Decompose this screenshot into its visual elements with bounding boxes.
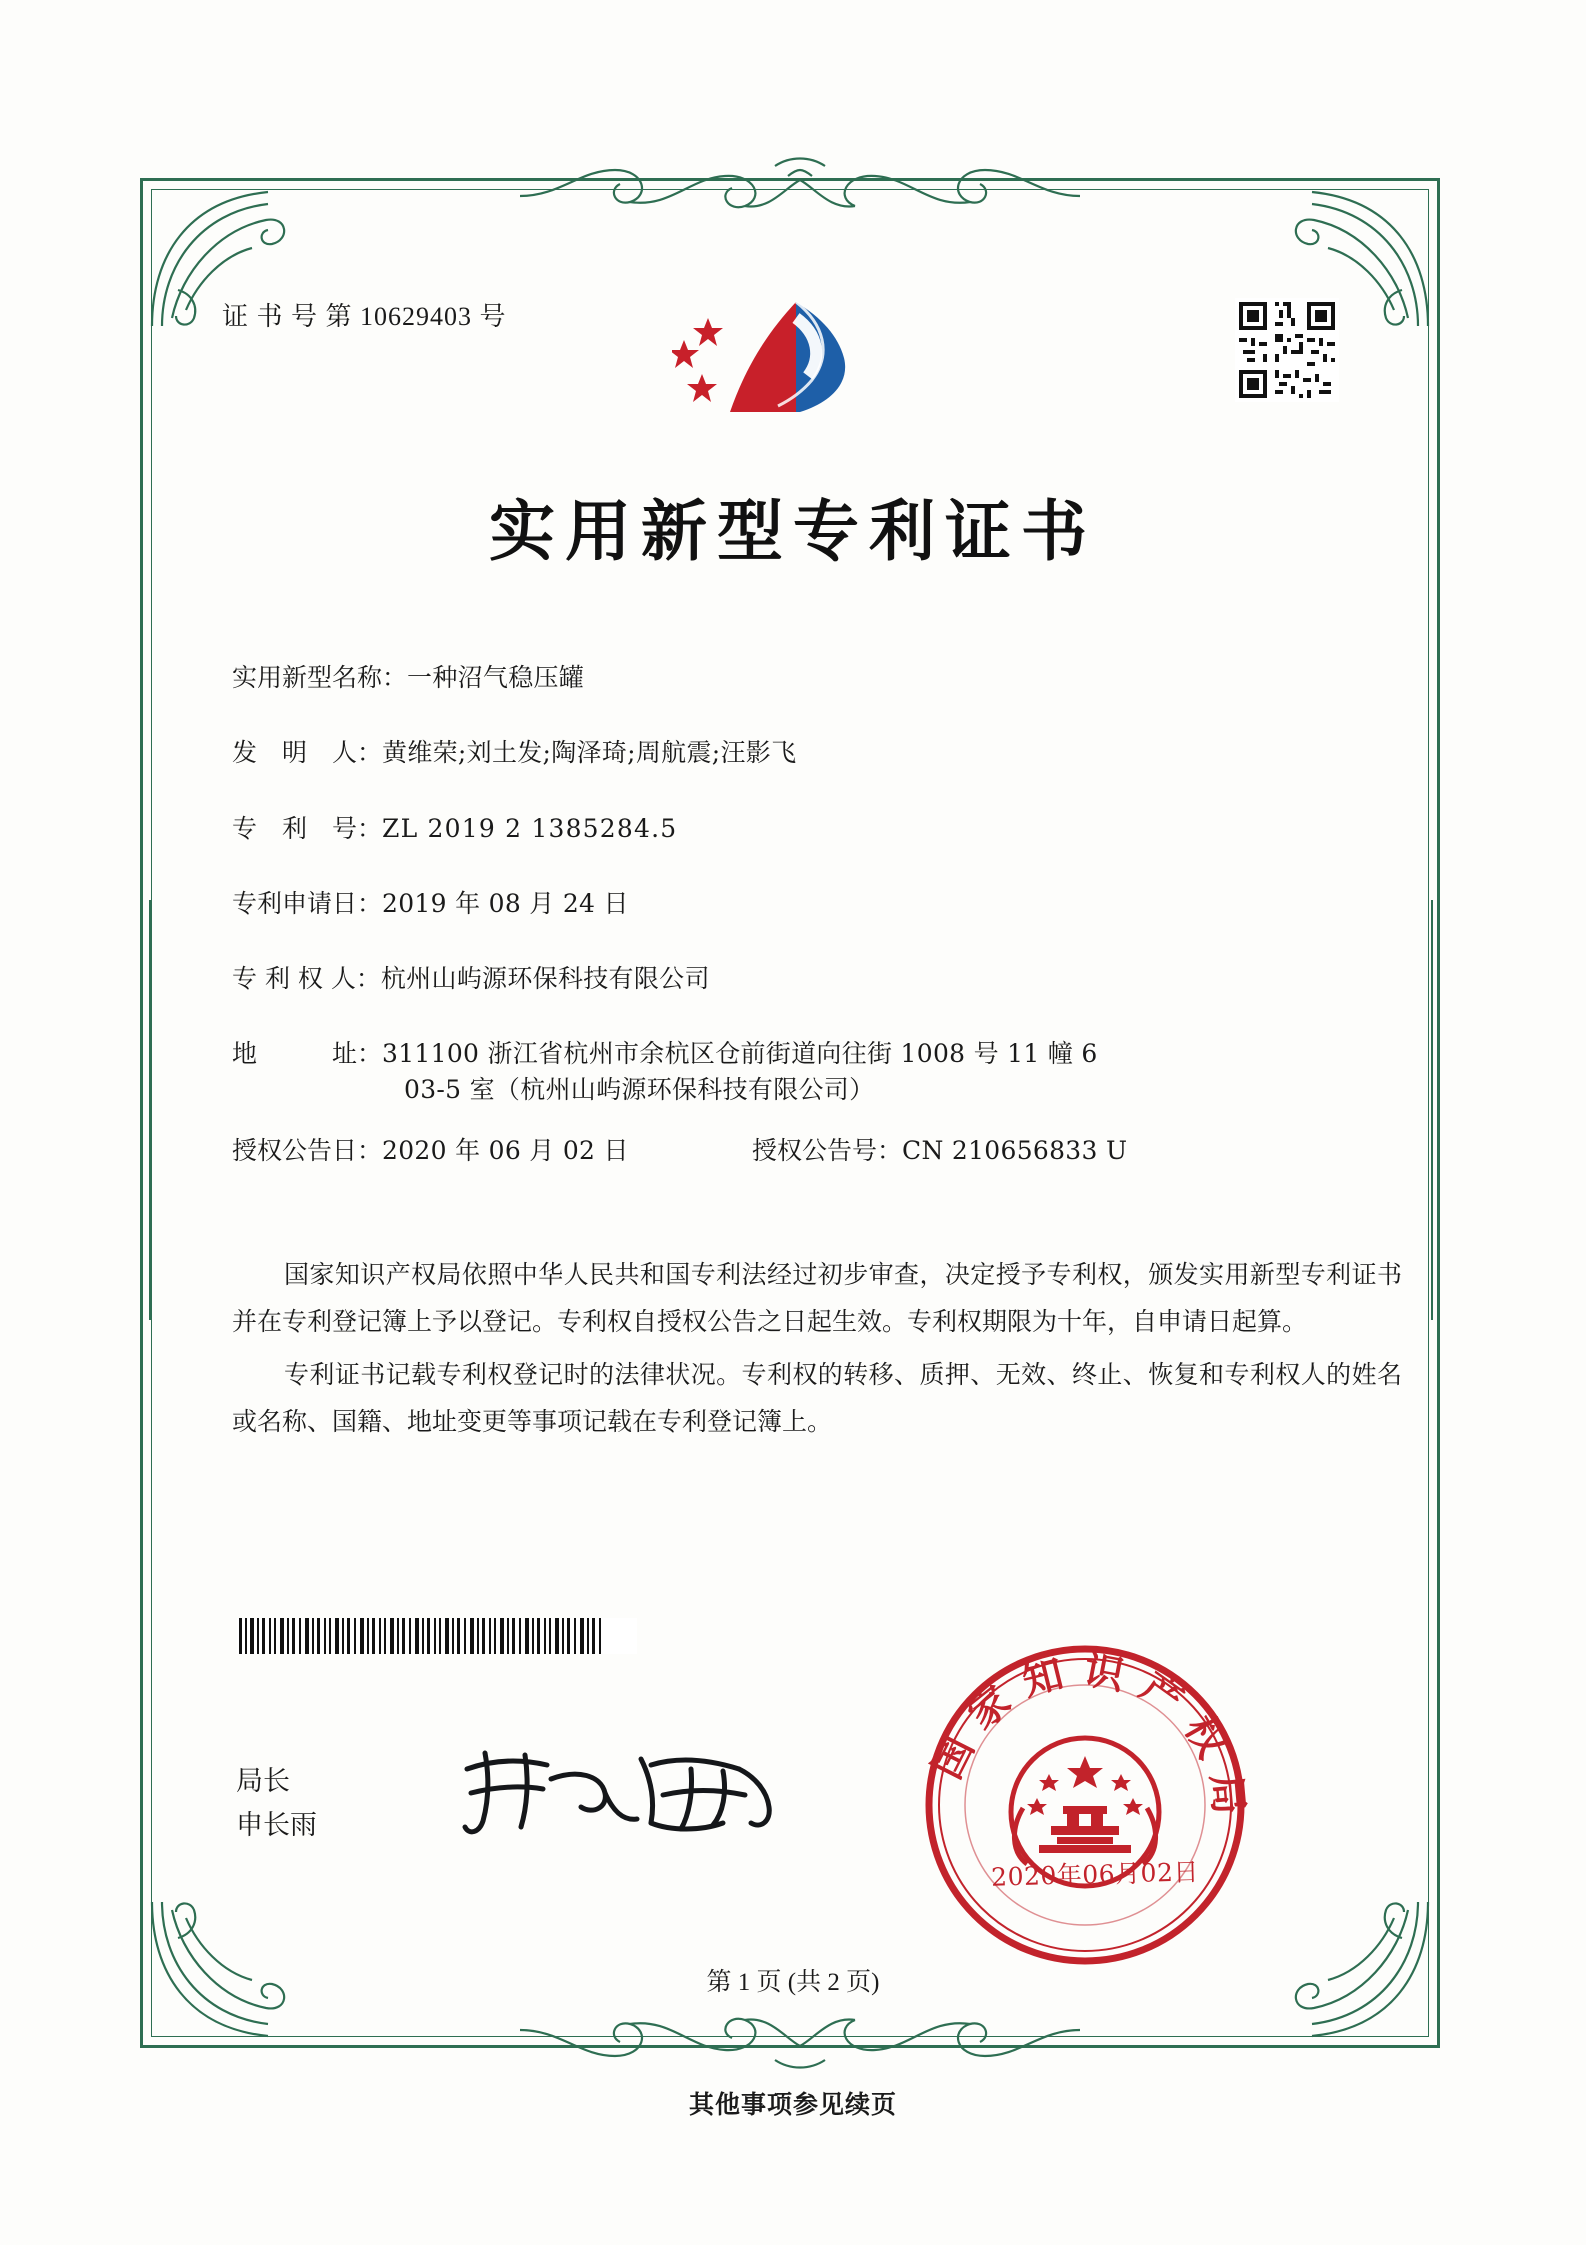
svg-text:国家知识产权局: 国家知识产权局	[923, 1645, 1250, 1833]
handwritten-signature-icon	[455, 1735, 815, 1845]
signature-block	[236, 1760, 317, 1848]
qr-code-icon	[1235, 298, 1339, 402]
paragraph-2: 专利证书记载专利权登记时的法律状况。专利权的转移、质押、无效、终止、恢复和专利权人的姓名或名称、国籍、地址变更等事项记载在专利登记簿上。	[232, 1362, 1402, 1436]
legal-text-block	[232, 1252, 1402, 1452]
field-label: 发 明 人：	[232, 738, 383, 768]
paragraph-1: 国家知识产权局依照中华人民共和国专利法经过初步审查，决定授予专利权，颁发实用新型专利证书并在专利登记簿上予以登记。专利权自授权公告之日起生效。专利权期限为十年，自申请日起算。	[232, 1262, 1402, 1336]
field-label: 地 址：	[232, 1039, 383, 1069]
field-value: 2019 年 08 月 24 日	[382, 888, 629, 918]
field-value: 杭州山屿源环保科技有限公司	[380, 964, 710, 993]
field-value: ZL 2019 2 1385284.5	[382, 813, 678, 843]
signature-name: 申长雨	[236, 1810, 317, 1841]
field-label: 实用新型名称：	[232, 663, 408, 692]
page-title: 实用新型专利证书	[489, 492, 1097, 570]
address-line-2: 03-5 室（杭州山屿源环保科技有限公司）	[404, 1074, 875, 1104]
fields-block	[232, 662, 1412, 1206]
field-inventors	[232, 737, 1412, 768]
field-value: CN 210656833 U	[902, 1135, 1128, 1165]
field-grant-date	[232, 1135, 752, 1166]
field-label: 专利申请日：	[232, 888, 383, 918]
field-label: 授权公告号：	[752, 1135, 903, 1165]
field-grant-number	[752, 1135, 1127, 1166]
signature-title: 局长	[236, 1766, 290, 1797]
field-label: 专 利 号：	[232, 813, 383, 843]
field-address	[232, 1038, 1412, 1105]
official-seal	[920, 1640, 1250, 1970]
field-utility-model-name	[232, 662, 1412, 693]
field-value: 黄维荣;刘土发;陶泽琦;周航震;汪影飞	[382, 738, 797, 768]
field-label: 授权公告日：	[232, 1135, 383, 1165]
address-line-1: 311100 浙江省杭州市余杭区仓前街道向往街 1008 号 11 幢 6	[382, 1039, 1098, 1069]
field-application-date	[232, 888, 1412, 919]
footer-note: 其他事项参见续页	[688, 2092, 897, 2119]
field-patent-number	[232, 813, 1412, 844]
cnipa-logo-icon	[672, 288, 882, 428]
page-indicator: 第 1 页 (共 2 页)	[706, 1969, 880, 1996]
field-label: 专 利 权 人：	[232, 964, 381, 993]
field-grant-row	[232, 1135, 1412, 1166]
field-value: 2020 年 06 月 02 日	[382, 1135, 629, 1165]
barcode	[237, 1618, 637, 1654]
field-patentee	[232, 963, 1412, 994]
field-value: 一种沼气稳压罐	[407, 663, 585, 692]
certificate-number: 证 书 号 第 10629403 号	[222, 302, 507, 331]
seal-date: 2020年06月02日	[990, 1857, 1200, 1892]
